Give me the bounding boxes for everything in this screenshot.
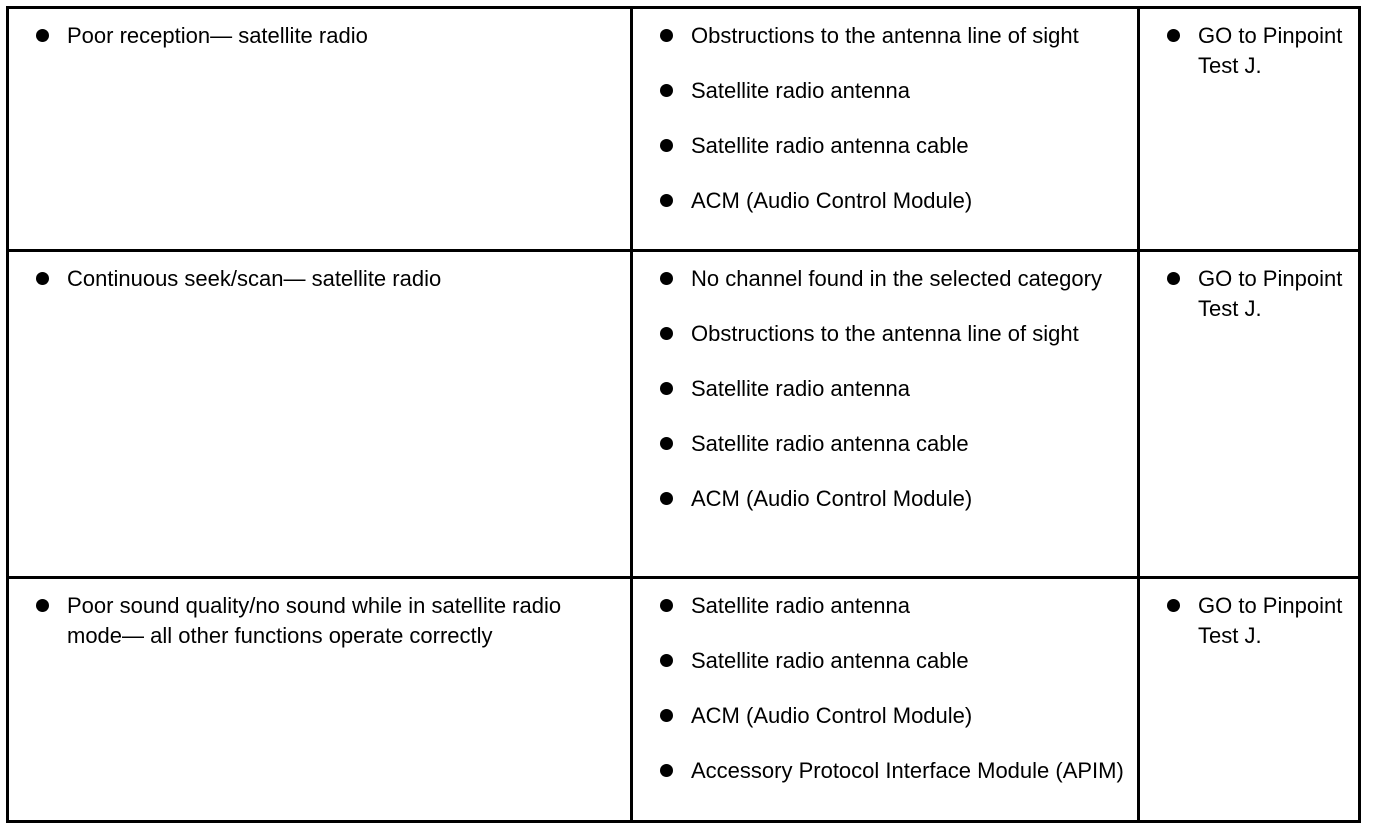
possible-source-item: ACM (Audio Control Module) <box>657 701 1127 731</box>
table-row <box>8 578 1360 822</box>
action-cell <box>1139 8 1360 251</box>
symptom-cell <box>8 251 632 578</box>
table-row <box>8 8 1360 251</box>
action-text: GO to Pinpoint Test J. <box>1164 264 1348 324</box>
table-row <box>8 251 1360 578</box>
possible-source-item: Satellite radio antenna <box>657 591 1127 621</box>
possible-source-item: Accessory Protocol Interface Module (APIM) <box>657 756 1127 786</box>
possible-source-cell <box>632 8 1139 251</box>
action-cell <box>1139 578 1360 822</box>
possible-source-item: Satellite radio antenna <box>657 76 1127 106</box>
symptom-cell <box>8 8 632 251</box>
possible-source-item: Satellite radio antenna <box>657 374 1127 404</box>
possible-source-cell <box>632 578 1139 822</box>
possible-source-cell <box>632 251 1139 578</box>
symptom-text: Continuous seek/scan— satellite radio <box>33 264 620 294</box>
symptom-chart-table <box>6 6 1361 823</box>
possible-source-item: Satellite radio antenna cable <box>657 646 1127 676</box>
symptom-text: Poor reception— satellite radio <box>33 21 620 51</box>
action-text: GO to Pinpoint Test J. <box>1164 591 1348 651</box>
possible-source-item: Satellite radio antenna cable <box>657 131 1127 161</box>
symptom-cell <box>8 578 632 822</box>
possible-source-item: ACM (Audio Control Module) <box>657 484 1127 514</box>
possible-source-item: Obstructions to the antenna line of sight <box>657 21 1127 51</box>
action-text: GO to Pinpoint Test J. <box>1164 21 1348 81</box>
possible-source-item: No channel found in the selected category <box>657 264 1127 294</box>
symptom-text: Poor sound quality/no sound while in satellite radio mode— all other functions operate correctly <box>33 591 620 651</box>
possible-source-item: ACM (Audio Control Module) <box>657 186 1127 216</box>
action-cell <box>1139 251 1360 578</box>
possible-source-item: Obstructions to the antenna line of sight <box>657 319 1127 349</box>
possible-source-item: Satellite radio antenna cable <box>657 429 1127 459</box>
